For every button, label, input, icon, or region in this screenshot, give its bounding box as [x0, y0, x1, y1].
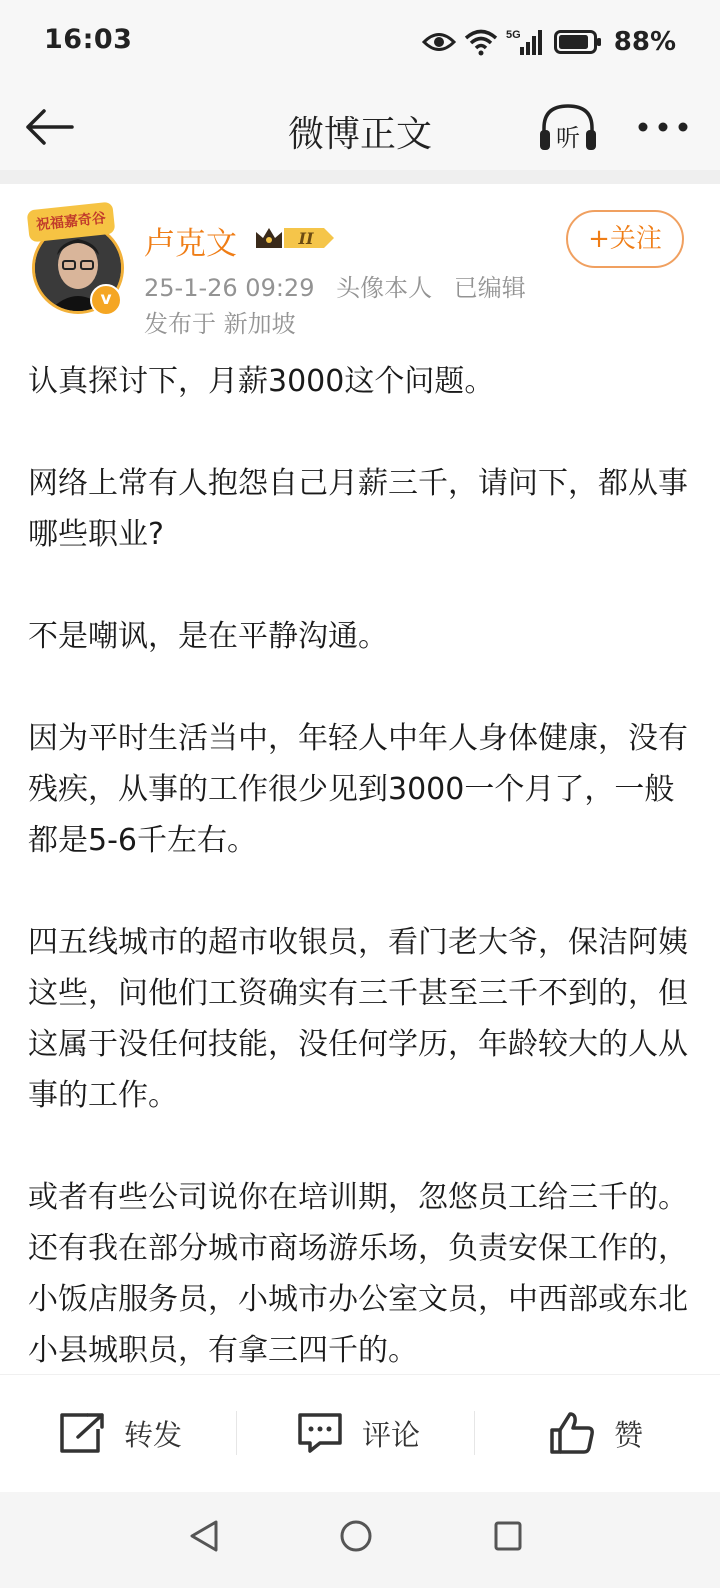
top-nav-bar: [0, 84, 720, 170]
listen-label: 听: [556, 124, 580, 152]
post-paragraph: 四五线城市的超市收银员，看门老大爷，保洁阿姨这些，问他们工资确实有三千甚至三千不到的，但这属于没任何技能，没任何学历，年龄较大的人从事的工作。: [28, 925, 688, 1113]
system-navigation-bar: [0, 1492, 720, 1588]
post-paragraph: 网络上常有人抱怨自己月薪三千，请问下，都从事哪些职业?: [28, 466, 688, 552]
author-name[interactable]: 卢克文: [144, 226, 237, 262]
post-paragraph: 不是嘲讽，是在平静沟通。: [28, 619, 388, 654]
verified-badge: v: [90, 284, 122, 316]
system-back-icon[interactable]: [188, 1518, 220, 1554]
status-time: 16:03: [44, 24, 133, 55]
comment-button[interactable]: [296, 1403, 420, 1463]
page-title: 微博正文: [287, 114, 432, 155]
post-timestamp: 25-1-26 09:29: [144, 274, 315, 302]
avatar[interactable]: [28, 206, 126, 316]
avatar-tag: 头像本人: [336, 274, 433, 302]
listen-button[interactable]: [538, 98, 598, 156]
signal-icon: [506, 27, 546, 57]
follow-button[interactable]: +关注: [566, 210, 684, 268]
action-divider: [236, 1411, 237, 1455]
post-meta: [144, 268, 540, 303]
comment-label: 评论: [362, 1417, 421, 1452]
author-header: [0, 184, 720, 344]
member-crown-badge[interactable]: [252, 222, 338, 254]
post-location: 发布于 新加坡: [144, 310, 296, 338]
post-body: [28, 356, 692, 1376]
repost-label: 转发: [124, 1417, 183, 1452]
status-bar: [0, 0, 720, 84]
more-dots-icon: [636, 104, 690, 150]
status-icons: [422, 22, 676, 62]
thumbs-up-icon: [548, 1410, 596, 1456]
avatar-frame-banner: 祝福嘉奇谷: [27, 202, 116, 243]
eye-icon: [422, 31, 456, 53]
system-recents-icon[interactable]: [492, 1518, 524, 1554]
network-type-label: 5G: [505, 29, 521, 41]
wifi-icon: [464, 28, 498, 56]
post-action-bar: [0, 1374, 720, 1493]
system-home-icon[interactable]: [338, 1518, 374, 1554]
post-paragraph: 因为平时生活当中，年轻人中年人身体健康，没有残疾，从事的工作很少见到3000一个月了，一般都是5-6千左右。: [28, 721, 688, 858]
post-paragraph: 或者有些公司说你在培训期，忽悠员工给三千的。还有我在部分城市商场游乐场，负责安保工作的，小饭店服务员，小城市办公室文员，中西部或东北小县城职员，有拿三四千的。: [28, 1180, 688, 1368]
action-divider: [474, 1411, 475, 1455]
repost-button[interactable]: [58, 1403, 182, 1463]
more-button[interactable]: [636, 104, 690, 150]
level-badge-text: II: [298, 229, 314, 248]
comment-icon: [296, 1411, 344, 1455]
post-paragraph: 认真探讨下，月薪3000这个问题。: [28, 364, 495, 399]
like-label: 赞: [614, 1417, 644, 1452]
battery-percent: 88%: [613, 27, 676, 57]
edited-label[interactable]: 已编辑: [453, 274, 526, 302]
header-divider: [0, 170, 720, 184]
like-button[interactable]: [548, 1403, 643, 1463]
battery-icon: [554, 30, 602, 54]
repost-icon: [58, 1411, 106, 1455]
headphones-icon: [538, 98, 598, 156]
